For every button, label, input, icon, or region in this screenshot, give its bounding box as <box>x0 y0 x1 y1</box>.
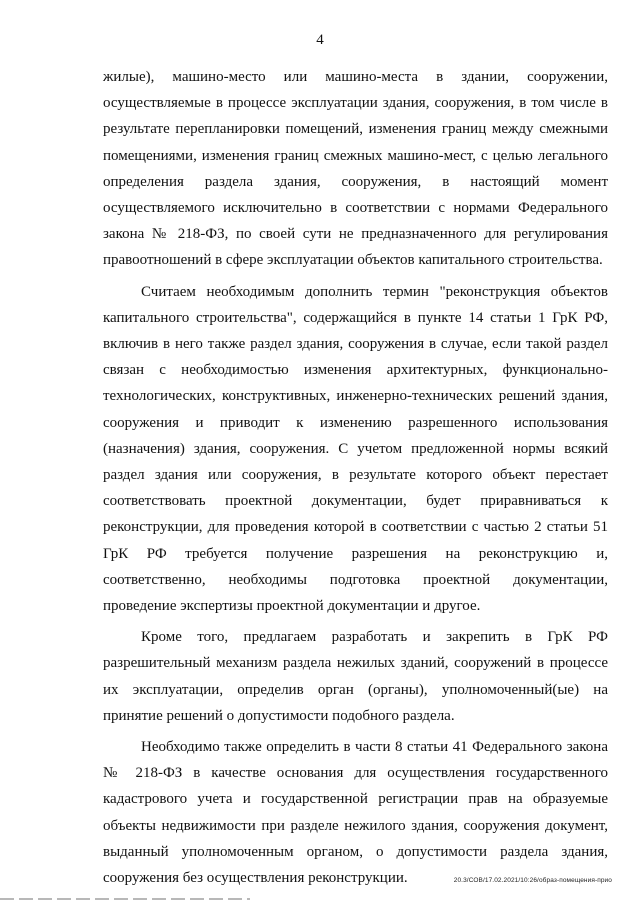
scan-edge-artifact <box>0 898 250 900</box>
document-body <box>103 64 608 891</box>
page-number: 4 <box>316 32 324 48</box>
paragraph-1: жилые), машино-место или машино-места в здании, сооружении, осуществляемые в процессе эксплуатации здания, сооружения, в том числе в результате перепланировки помещений, изменения границ между смежными помещениями, изменения границ смежных машино-мест, с целью легального определения раздела здания, сооружения, в настоящий момент осуществляемого исключительно в соответствии с нормами Федерального закона № 218-ФЗ, по своей сути не предназначенного для регулирования правоотношений в сфере эксплуатации объектов капитального строительства. <box>103 69 608 269</box>
paragraph-2: Считаем необходимым дополнить термин "реконструкция объектов капитального строительства", содержащийся в пункте 14 статьи 1 ГрК РФ, включив в него также раздел здания, сооружения в случае, если такой раздел связан с необходимостью изменения архитектурных, функционально-технологических, конструктивных, инженерно-технических решений здания, сооружения и приводит к изменению разрешенного использования (назначения) здания, сооружения. С учетом предложенной нормы всякий раздел здания или сооружения, в результате которого объект перестает соответствовать проектной документации, будет приравниваться к реконструкции, для проведения которой в соответствии с частью 2 статьи 51 ГрК РФ требуется получение разрешения на реконструкцию и, соответственно, необходимы подготовка проектной документации, проведение экспертизы проектной документации и другое. <box>103 283 608 615</box>
paragraph-3: Кроме того, предлагаем разработать и закрепить в ГрК РФ разрешительный механизм раздела нежилых зданий, сооружений в процессе их эксплуатации, определив орган (органы), уполномоченный(ые) на принятие решений о допустимости подобного раздела. <box>103 629 608 724</box>
footer-reference: 20.3/СОВ/17.02.2021/10:26/образ-помещения-прио <box>453 877 612 884</box>
paragraph-4: Необходимо также определить в части 8 статьи 41 Федерального закона № 218-ФЗ в качестве основания для осуществления государственного кадастрового учета и государственной регистрации прав на образуемые объекты недвижимости при разделе нежилого здания, сооружения документ, выданный уполномоченным органом, о допустимости раздела здания, сооружения без осуществления реконструкции. <box>103 739 608 887</box>
